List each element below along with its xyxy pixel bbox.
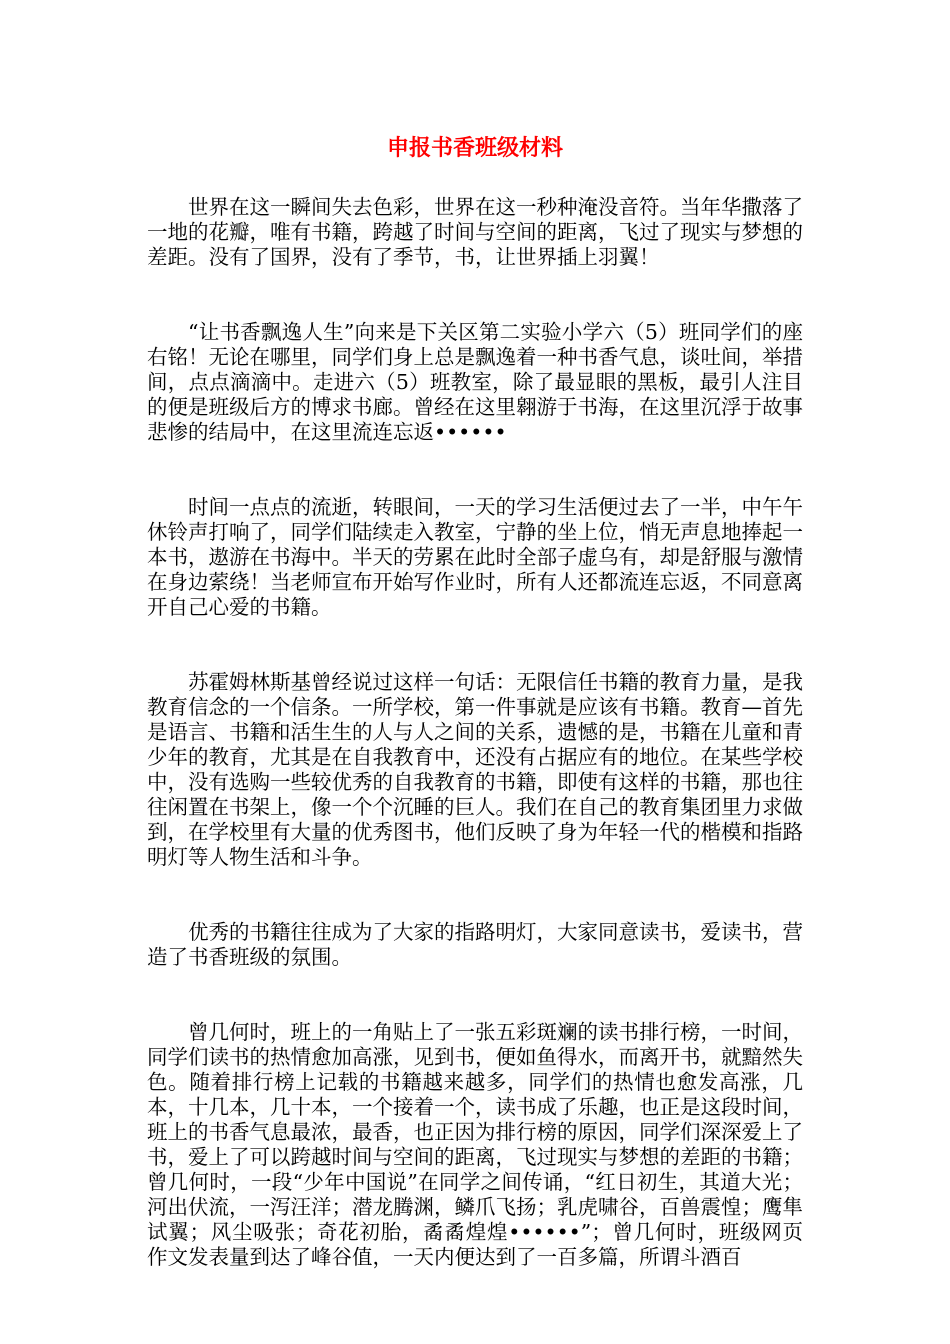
paragraph-4: 苏霍姆林斯基曾经说过这样一句话：无限信任书籍的教育力量，是我教育信念的一个信条。一所学校，第一件事就是应该有书籍。教育—首先是语言、书籍和活生生的人与人之间的关系，遗憾的是，书籍在儿童和青少年的教育，尤其是在自我教育中，还没有占据应有的地位。在某些学校中，没有选购一些较优秀的自我教育的书籍，即使有这样的书籍，那也往往闲置在书架上，像一个个沉睡的巨人。我们在自己的教育集团里力求做到，在学校里有大量的优秀图书，他们反映了身为年轻一代的楷模和指路明灯等人物生活和斗争。 [147, 670, 803, 869]
paragraph-2: “让书香飘逸人生”向来是下关区第二实验小学六（5）班同学们的座右铭！无论在哪里，同学们身上总是飘逸着一种书香气息，谈吐间，举措间，点点滴滴中。走进六（5）班教室，除了最显眼的黑板，最引人注目的便是班级后方的博求书廊。曾经在这里翱游于书海，在这里沉浮于故事悲惨的结局中，在这里流连忘返•••••• [147, 320, 803, 444]
paragraph-5: 优秀的书籍往往成为了大家的指路明灯，大家同意读书，爱读书，营造了书香班级的氛围。 [147, 920, 803, 969]
document-body [147, 195, 803, 1270]
paragraph-3: 时间一点点的流逝，转眼间，一天的学习生活便过去了一半，中午午休铃声打响了，同学们陆续走入教室，宁静的坐上位，悄无声息地捧起一本书，遨游在书海中。半天的劳累在此时全部子虚乌有，却是舒服与激情在身边萦绕！当老师宣布开始写作业时，所有人还都流连忘返，不同意离开自己心爱的书籍。 [147, 495, 803, 619]
document-title: 申报书香班级材料 [386, 136, 563, 161]
paragraph-1: 世界在这一瞬间失去色彩，世界在这一秒种淹没音符。当年华撒落了一地的花瓣，唯有书籍，跨越了时间与空间的距离，飞过了现实与梦想的差距。没有了国界，没有了季节，书，让世界插上羽翼！ [147, 195, 803, 269]
paragraph-6: 曾几何时，班上的一角贴上了一张五彩斑斓的读书排行榜，一时间，同学们读书的热情愈加高涨，见到书，便如鱼得水，而离开书，就黯然失色。随着排行榜上记载的书籍越来越多，同学们的热情也愈发高涨，几本，十几本，几十本，一个接着一个，读书成了乐趣，也正是这段时间，班上的书香气息最浓，最香，也正因为排行榜的原因，同学们深深爱上了书，爱上了可以跨越时间与空间的距离，飞过现实与梦想的差距的书籍；曾几何时，一段“少年中国说”在同学之间传诵，“红日初生，其道大光；河出伏流，一泻汪洋；潜龙腾渊，鳞爪飞扬；乳虎啸谷，百兽震惶；鹰隼试翼；风尘吸张；奇花初胎，矞矞煌煌••••••”；曾几何时，班级网页作文发表量到达了峰谷值，一天内便达到了一百多篇，所谓斗酒百 [147, 1020, 803, 1269]
